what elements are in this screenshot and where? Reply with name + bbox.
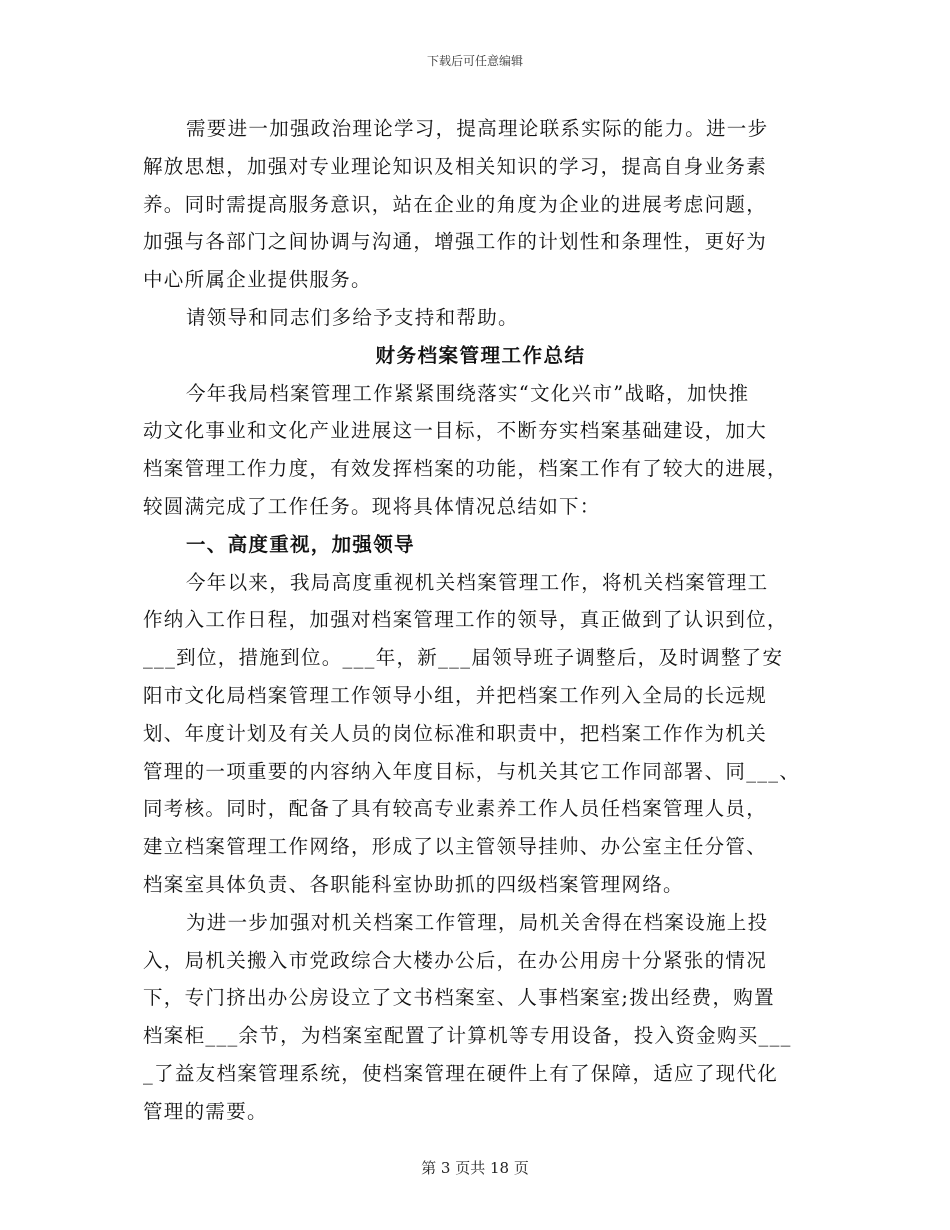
- paragraph-line: 档案室具体负责、各职能科室协助抓的四级档案管理网络。: [143, 872, 684, 896]
- paragraph-line: 今年以来，我局高度重视机关档案管理工作，将机关档案管理工: [186, 570, 769, 594]
- paragraph-line: 阳市文化局档案管理工作领导小组，并把档案工作列入全局的长远规: [143, 683, 768, 707]
- paragraph-line: 管理的一项重要的内容纳入年度目标，与机关其它工作同部署、同___、: [143, 759, 801, 783]
- paragraph-line: 养。同时需提高服务意识，站在企业的角度为企业的进展考虑问题，: [143, 192, 768, 216]
- page-header: 下载后可任意编辑: [426, 54, 523, 68]
- paragraph-line: ___到位，措施到位。___年，新___届领导班子调整后，及时调整了安: [143, 646, 784, 670]
- paragraph-line: 为进一步加强对机关档案工作管理，局机关舍得在档案设施上投: [186, 910, 769, 934]
- page-footer: 第 3 页共 18 页: [421, 1159, 529, 1177]
- paragraph-line: 需要进一加强政治理论学习，提高理论联系实际的能力。进一步: [186, 117, 769, 140]
- paragraph-line: 入，局机关搬入市党政综合大楼办公后，在办公用房十分紧张的情况: [143, 948, 768, 972]
- paragraph-line: 建立档案管理工作网络，形成了以主管领导挂帅、办公室主任分管、: [143, 835, 768, 859]
- section-title: 财务档案管理工作总结: [375, 343, 586, 367]
- subsection-heading: 一、高度重视，加强领导: [186, 532, 415, 556]
- paragraph-line: 档案管理工作力度，有效发挥档案的功能，档案工作有了较大的进展，: [143, 457, 788, 481]
- paragraph-line: 档案柜___余节，为档案室配置了计算机等专用设备，投入资金购买___: [143, 1024, 792, 1048]
- document-body: [143, 110, 818, 1131]
- paragraph-line: 较圆满完成了工作任务。现将具体情况总结如下：: [143, 494, 601, 518]
- paragraph-line: 管理的需要。: [143, 1099, 268, 1123]
- paragraph-line: 请领导和同志们多给予支持和帮助。: [186, 305, 519, 329]
- paragraph-line: 加强与各部门之间协调与沟通，增强工作的计划性和条理性，更好为: [143, 230, 768, 254]
- paragraph-line: 同考核。同时，配备了具有较高专业素养工作人员任档案管理人员，: [143, 797, 768, 821]
- paragraph-line: 中心所属企业提供服务。: [143, 268, 372, 292]
- paragraph-line: _了益友档案管理系统，使档案管理在硬件上有了保障，适应了现代化: [143, 1061, 779, 1085]
- paragraph-line: 解放思想，加强对专业理论知识及相关知识的学习，提高自身业务素: [143, 154, 768, 178]
- paragraph-line: 作纳入工作日程，加强对档案管理工作的领导，真正做到了认识到位，: [143, 608, 788, 632]
- paragraph-line: 今年我局档案管理工作紧紧围绕落实“文化兴市”战略，加快推: [186, 381, 750, 405]
- paragraph-line: 动文化事业和文化产业进展这一目标，不断夯实档案基础建设，加大: [143, 419, 768, 443]
- paragraph-line: 下，专门挤出办公房设立了文书档案室、人事档案室;拨出经费，购置: [143, 986, 775, 1010]
- paragraph-line: 划、年度计划及有关人员的岗位标准和职责中，把档案工作作为机关: [143, 721, 768, 745]
